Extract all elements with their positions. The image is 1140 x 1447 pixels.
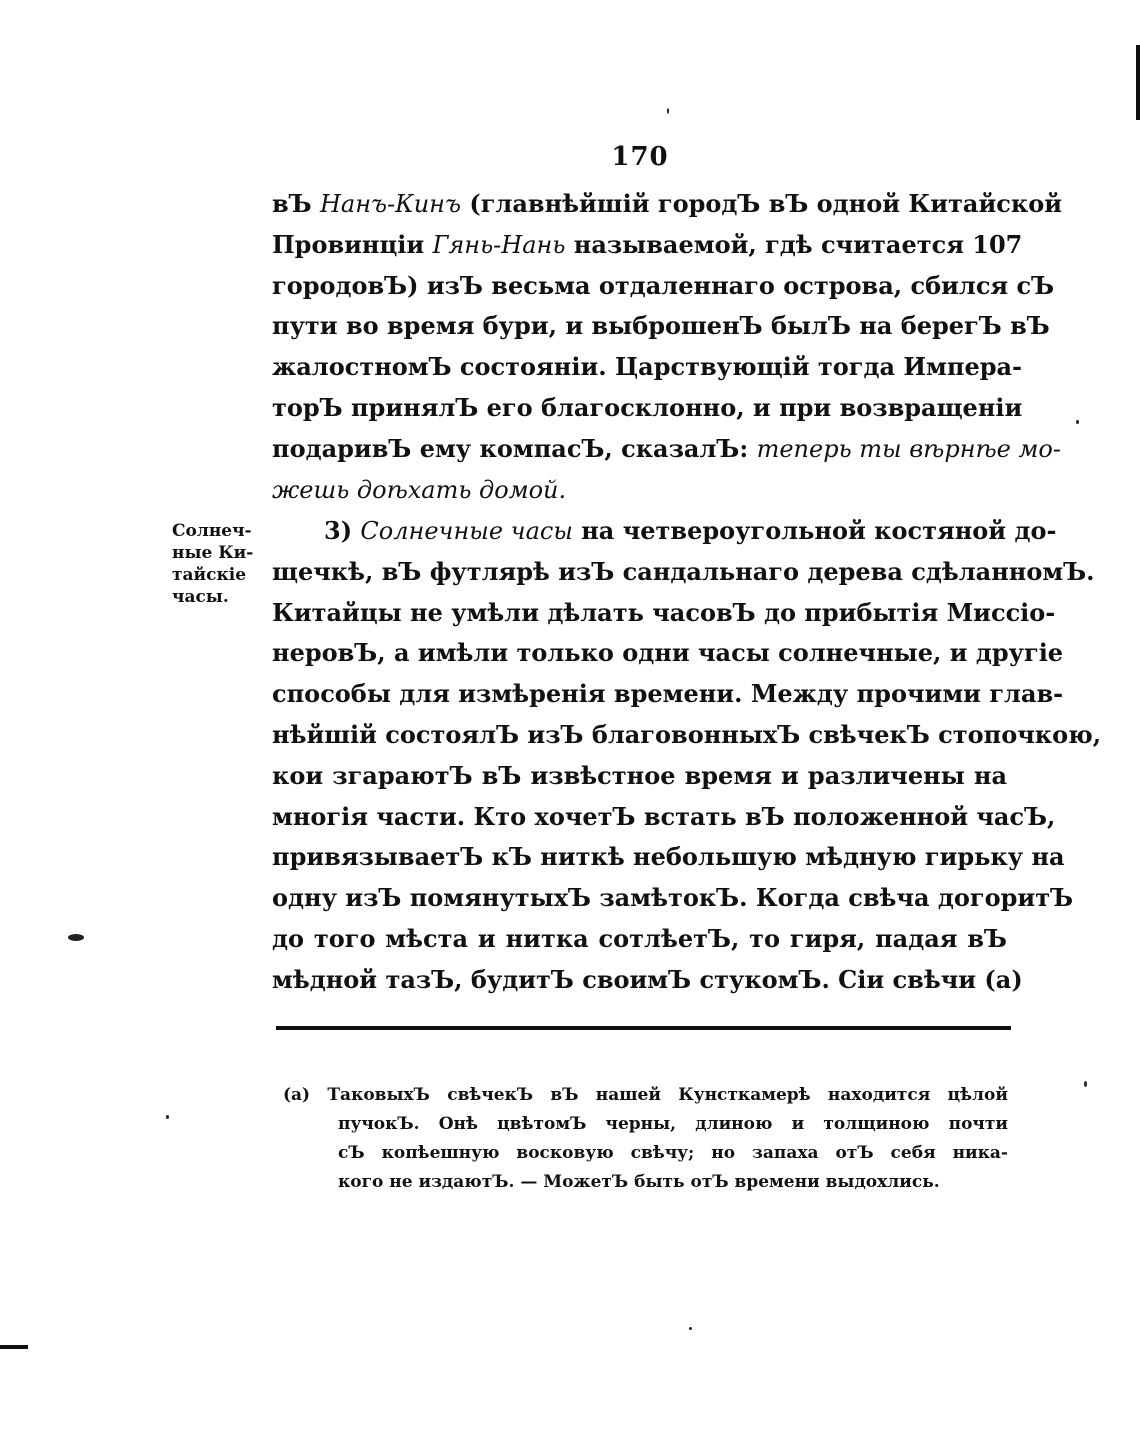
text-line: щечкѣ, вЪ футлярѣ изЪ сандальнаго дерева сдѣланномЪ. (272, 556, 1095, 586)
place-name: Нанъ-Кинъ (320, 190, 461, 218)
margin-note: Солнеч- ные Ки- тайскiе часы. (172, 521, 254, 607)
scan-speck (667, 108, 669, 114)
text-line (272, 470, 1007, 511)
footnote-line: пучокЪ. Онѣ цвѣтомЪ черны, длиною и толщиною почти (338, 1114, 1008, 1134)
footnote-line: кого не издаютЪ. — МожетЪ быть отЪ времени выдохлись. (338, 1172, 940, 1192)
footnote-line: (а) ТаковыхЪ свѣчекЪ вЪ нашей Кунсткамерѣ находится цѣлой (283, 1085, 1008, 1105)
text-line: подаривЪ ему компасЪ, сказалЪ: теперь ты вѣрнѣе мо- (272, 433, 1061, 463)
text-line: Провинцiи Гянь-Нань называемой, гдѣ считается 107 (272, 229, 1023, 259)
text-line: 3) Солнечные часы на четвероугольной костяной до- (324, 516, 1057, 545)
text-line: пути во время бури, и выброшенЪ былЪ на берегЪ вЪ (272, 311, 1050, 341)
paragraph-2 (272, 511, 1102, 1001)
text-line: вЪ Нанъ-Кинъ (главнѣйшiй городЪ вЪ одной Китайской (272, 189, 1063, 218)
scan-speck (1076, 420, 1079, 424)
scan-speck (1084, 1081, 1087, 1087)
text-line: мѣдной тазЪ, будитЪ своимЪ стукомЪ. Сiи свѣчи (а) (272, 964, 1023, 994)
text-line: торЪ принялЪ его благосклонно, и при возвращенiи (272, 392, 1023, 422)
paragraph-1 (272, 184, 1063, 510)
text-line: способы для измѣренiя времени. Между прочими глав- (272, 679, 1064, 709)
text-line: нѣйшiй состоялЪ изЪ благовонныхЪ свѣчекЪ стопочкою, (272, 719, 1102, 749)
term: Солнечные часы (360, 517, 573, 545)
quote: теперь ты вѣрнѣе мо- (756, 434, 1061, 463)
place-name: Гянь-Нань (432, 230, 566, 259)
text-line: привязываетЪ кЪ ниткѣ небольшую мѣдную гирьку на (272, 842, 1065, 872)
footnote-rule (276, 1026, 1011, 1030)
footnote-line: сЪ копѣешную восковую свѣчу; но запаха отЪ себя никa- (338, 1143, 1008, 1163)
text-line: до того мѣста и нитка сотлѣетЪ, то гиря, падая вЪ (272, 923, 1007, 953)
text-line: неровЪ, а имѣли только одни часы солнечные, и другiе (272, 638, 1064, 668)
text-line: жалостномЪ состоянiи. Царствующiй тогда Импера- (272, 352, 1023, 382)
scan-speck (68, 934, 84, 941)
scan-edge-mark (1136, 45, 1140, 120)
footnote (283, 1081, 1008, 1197)
scan-edge-mark (0, 1345, 28, 1349)
text-line: кои згараютЪ вЪ извѣстное время и различены на (272, 760, 1007, 790)
page-number: 170 (611, 142, 669, 172)
quote: жешь доѣхать домой. (272, 475, 567, 504)
scan-speck (166, 1115, 169, 1119)
scan-speck (689, 1327, 692, 1330)
text-line: городовЪ) изЪ весьма отдаленнаго острова, сбился сЪ (272, 270, 1055, 300)
text-line: Китайцы не умѣли дѣлать часовЪ до прибытiя Миссiо- (272, 597, 1056, 627)
text-line: одну изЪ помянутыхЪ замѣтокЪ. Когда свѣча догоритЪ (272, 883, 1074, 913)
text-line: многiя части. Кто хочетЪ встать вЪ положенной часЪ, (272, 801, 1056, 831)
